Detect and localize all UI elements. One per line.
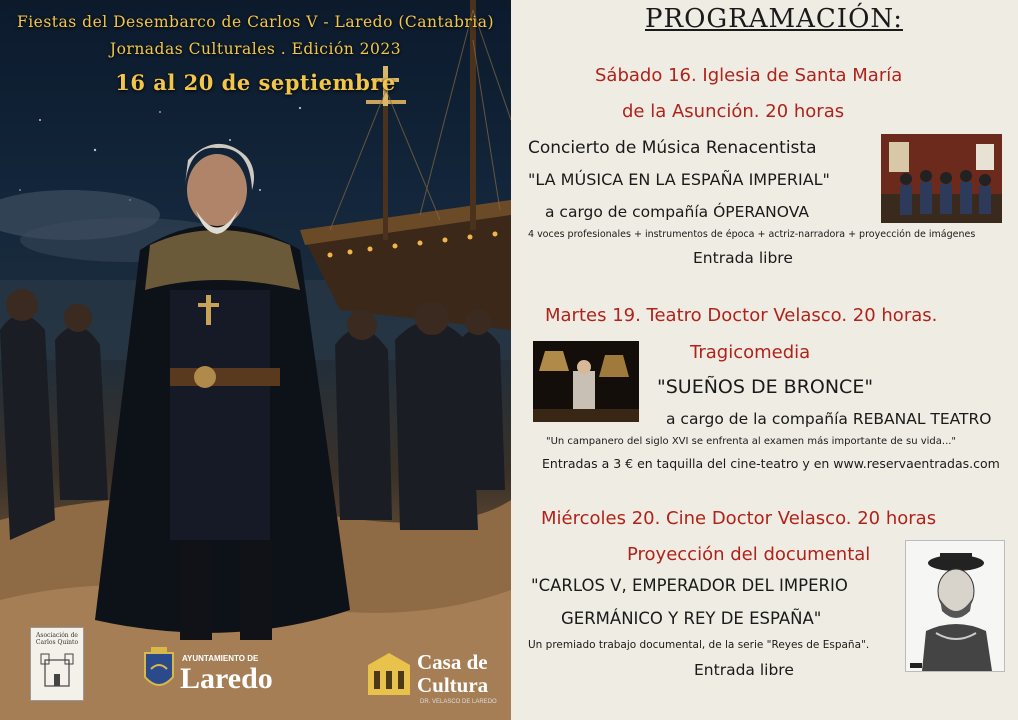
poster-title-line2: Jornadas Culturales . Edición 2023 [109, 40, 402, 58]
event1-concert-photo [881, 134, 1002, 223]
event1-date-line1: Sábado 16. Iglesia de Santa María [595, 65, 903, 86]
event3-carlos-v-portrait [905, 540, 1005, 672]
event3-entry: Entrada libre [694, 661, 794, 679]
casa-de-cultura-line2: Cultura [417, 673, 489, 697]
laredo-coat-of-arms-icon [143, 647, 175, 695]
event2-entry: Entradas a 3 € en taquilla del cine-teatro y en www.reservaentradas.com [542, 456, 1000, 471]
event1-date-line2: de la Asunción. 20 horas [622, 101, 845, 122]
event1-title: Concierto de Música Renacentista [528, 138, 817, 158]
event2-company: a cargo de la compañía REBANAL TEATRO [666, 410, 992, 428]
association-logo [30, 627, 84, 701]
event3-genre: Proyección del documental [627, 544, 871, 565]
castle-icon [31, 646, 83, 694]
event3-date-line: Miércoles 20. Cine Doctor Velasco. 20 horas [541, 508, 937, 529]
event2-genre: Tragicomedia [690, 342, 811, 363]
event3-description: Un premiado trabajo documental, de la serie "Reyes de España". [528, 639, 870, 651]
poster-title-line1: Fiestas del Desembarco de Carlos V - Laredo (Cantabria) [16, 13, 495, 31]
event1-company: a cargo de compañía ÓPERANOVA [545, 203, 809, 221]
ayuntamiento-name: Laredo [180, 662, 273, 695]
event1-entry: Entrada libre [693, 249, 793, 267]
program-panel [511, 0, 1018, 720]
casa-de-cultura-subtitle: DR. VELASCO DE LAREDO [420, 699, 497, 705]
event2-theatre-photo [533, 341, 639, 422]
event3-name-line1: "CARLOS V, EMPERADOR DEL IMPERIO [531, 576, 848, 595]
association-logo-text: Asociación de Carlos Quinto [35, 632, 79, 646]
event3-name-line2: GERMÁNICO Y REY DE ESPAÑA" [561, 609, 822, 628]
event2-name: "SUEÑOS DE BRONCE" [657, 376, 874, 398]
event1-details: 4 voces profesionales + instrumentos de época + actriz-narradora + proyección de imágenes [528, 229, 976, 240]
event2-date-line: Martes 19. Teatro Doctor Velasco. 20 horas. [545, 305, 938, 326]
event1-name: "LA MÚSICA EN LA ESPAÑA IMPERIAL" [528, 170, 830, 189]
poster-dates: 16 al 20 de septiembre [115, 70, 396, 95]
event2-synopsis: "Un campanero del siglo XVI se enfrenta al examen más importante de su vida..." [546, 436, 957, 447]
casa-de-cultura-logo-icon [366, 651, 412, 697]
casa-de-cultura-line1: Casa de [417, 650, 488, 674]
ayuntamiento-label: AYUNTAMIENTO DE [182, 654, 259, 663]
program-heading: PROGRAMACIÓN: [645, 4, 903, 34]
